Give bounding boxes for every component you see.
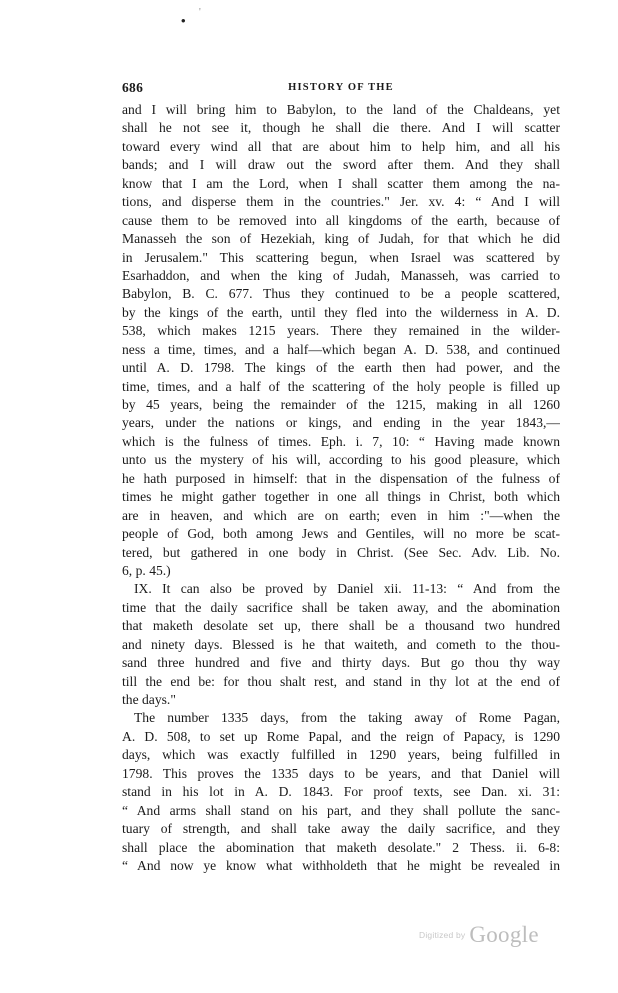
text-line: “ And arms shall stand on his part, and they shall pollute the sanc- xyxy=(122,802,560,818)
text-line: A. D. 508, to set up Rome Papal, and the reign of Papacy, is 1290 xyxy=(122,728,560,744)
watermark-prefix: Digitized by xyxy=(419,930,466,940)
text-line: shall he not see it, though he shall die there. And I will scatter xyxy=(122,120,560,136)
text-line: tered, but gathered in one body in Christ. (See Sec. Adv. Lib. No. xyxy=(122,544,560,560)
text-line: unto us the mystery of his will, according to his good pleasure, which xyxy=(122,452,560,468)
digitized-by-google-watermark xyxy=(419,922,539,948)
text-line: by the kings of the earth, until they fled into the wilderness in A. D. xyxy=(122,304,560,320)
text-line: 6, p. 45.) xyxy=(122,562,171,578)
ink-speck-tick: ' xyxy=(199,7,201,18)
page-header xyxy=(122,80,560,98)
text-line: years, under the nations or kings, and ending in the year 1843,— xyxy=(122,415,560,431)
text-line: that maketh desolate set up, there shall be a thousand two hundred xyxy=(122,618,560,634)
text-line: tuary of strength, and shall take away the daily sacrifice, and they xyxy=(122,821,560,837)
text-line: until A. D. 1798. The kings of the earth then had power, and the xyxy=(122,360,560,376)
text-line: cause them to be removed into all kingdoms of the earth, because of xyxy=(122,212,560,228)
ink-speck-dot: • xyxy=(181,13,186,28)
text-line: Babylon, B. C. 677. Thus they continued to be a people scattered, xyxy=(122,286,560,302)
text-line: time that the daily sacrifice shall be taken away, and the abomination xyxy=(122,599,560,615)
text-line: 1798. This proves the 1335 days to be years, and that Daniel will xyxy=(122,765,560,781)
text-line: are in heaven, and which are on earth; even in him :"—when the xyxy=(122,507,560,523)
text-line: days, which was exactly fulfilled in 1290 years, being fulfilled in xyxy=(122,747,560,763)
text-line: tions, and disperse them in the countries." Jer. xv. 4: “ And I will xyxy=(122,194,560,210)
text-line: he hath purposed in himself: that in the dispensation of the fulness of xyxy=(122,470,560,486)
text-line: times he might gather together in one all things in Christ, both which xyxy=(122,489,560,505)
text-line: by 45 years, being the remainder of the 1215, making in all 1260 xyxy=(122,397,560,412)
paragraph-start-line: The number 1335 days, from the taking away of Rome Pagan, xyxy=(134,710,560,726)
text-line: people of God, both among Jews and Gentiles, will no more be scat- xyxy=(122,526,560,542)
body-text xyxy=(122,101,560,875)
text-line: “ And now ye know what withholdeth that he might be revealed in xyxy=(122,857,560,873)
text-line: shall place the abomination that maketh desolate." 2 Thess. ii. 6-8: xyxy=(122,839,560,855)
running-head: HISTORY OF THE xyxy=(288,82,394,93)
text-line: toward every wind all that are about him to help him, and all his xyxy=(122,138,560,154)
text-line: which is the fulness of times. Eph. i. 7, 10: “ Having made known xyxy=(122,433,560,449)
text-line: sand three hundred and five and thirty days. But go thou thy way xyxy=(122,655,560,671)
text-line: and ninety days. Blessed is he that waiteth, and cometh to the thou- xyxy=(122,636,560,652)
text-line: in Jerusalem." This scattering begun, when Israel was scattered by xyxy=(122,249,560,265)
text-line: time, times, and a half of the scattering of the holy people is filled up xyxy=(122,378,560,394)
text-line: the days." xyxy=(122,692,176,707)
text-line: stand in his lot in A. D. 1843. For proof texts, see Dan. xi. 31: xyxy=(122,784,560,800)
text-line: ness a time, times, and a half—which began A. D. 538, and continued xyxy=(122,341,560,357)
text-line: and I will bring him to Babylon, to the land of the Chaldeans, yet xyxy=(122,102,560,117)
text-line: Manasseh the son of Hezekiah, king of Judah, for that which he did xyxy=(122,231,560,247)
google-logo: Google xyxy=(469,922,539,947)
page-number: 686 xyxy=(122,80,144,95)
text-line: Esarhaddon, and when the king of Judah, Manasseh, was carried to xyxy=(122,267,560,283)
text-line: bands; and I will draw out the sword after them. And they shall xyxy=(122,157,560,173)
paragraph-start-line: IX. It can also be proved by Daniel xii. 11-13: “ And from the xyxy=(134,581,560,597)
text-line: know that I am the Lord, when I shall scatter them among the na- xyxy=(122,175,560,191)
text-line: till the end be: for thou shalt rest, and stand in thy lot at the end of xyxy=(122,673,560,689)
text-line: 538, which makes 1215 years. There they remained in the wilder- xyxy=(122,323,560,339)
